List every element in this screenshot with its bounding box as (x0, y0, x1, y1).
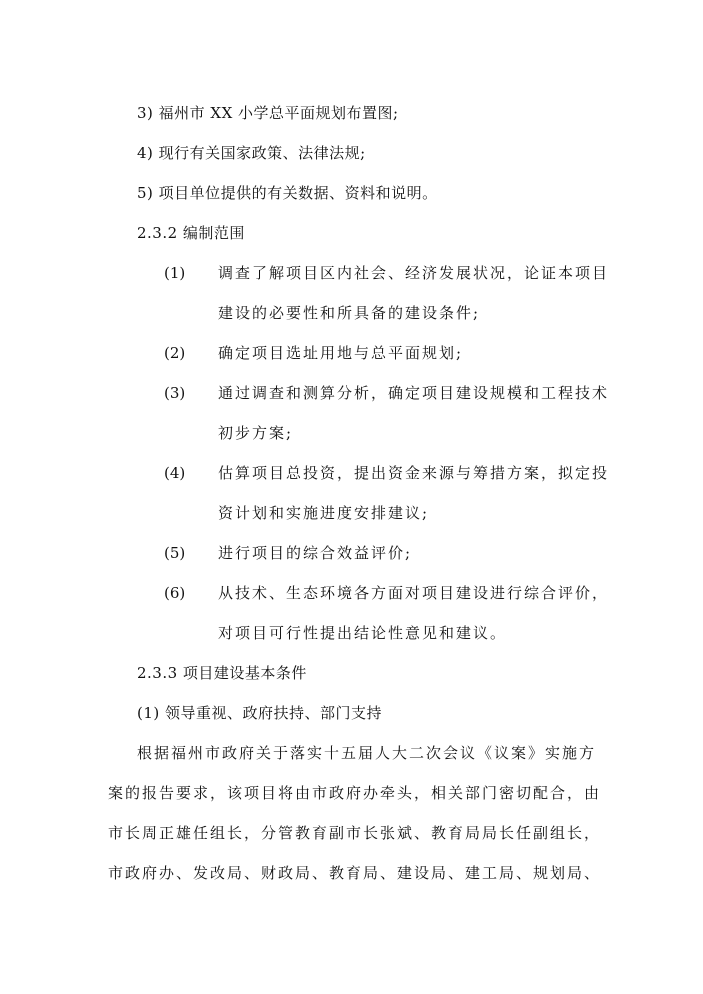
list-item-text: 估算项目总投资，提出资金来源与筹措方案，拟定投 (218, 464, 610, 482)
reference-item: 3) 福州市 XX 小学总平面规划布置图; (137, 104, 399, 122)
list-item-text: 调查了解项目区内社会、经济发展状况，论证本项目 (218, 264, 610, 282)
section-heading: 2.3.2 编制范围 (137, 224, 245, 242)
paragraph-line: 根据福州市政府关于落实十五届人大二次会议《议案》实施方 (137, 744, 597, 762)
reference-item: 5) 项目单位提供的有关数据、资料和说明。 (137, 184, 438, 202)
paragraph-line: 市政府办、发改局、财政局、教育局、建设局、建工局、规划局、 (108, 864, 602, 882)
list-item-text: 对项目可行性提出结论性意见和建议。 (218, 624, 508, 642)
list-item-text: 确定项目选址用地与总平面规划; (218, 344, 464, 362)
list-item-text: 建设的必要性和所具备的建设条件; (218, 304, 481, 322)
section-heading: 2.3.3 项目建设基本条件 (137, 664, 307, 682)
subsection-heading: (1) 领导重视、政府扶持、部门支持 (137, 704, 383, 722)
list-item-text: 初步方案; (218, 424, 294, 442)
list-item-text: 从技术、生态环境各方面对项目建设进行综合评价， (218, 584, 610, 602)
list-item-number: (1) (164, 264, 186, 282)
paragraph-line: 市长周正雄任组长，分管教育副市长张斌、教育局局长任副组长， (108, 824, 602, 842)
list-item-number: (2) (164, 344, 186, 362)
list-item-text: 进行项目的综合效益评价; (218, 544, 413, 562)
list-item-text: 通过调查和测算分析，确定项目建设规模和工程技术 (218, 384, 610, 402)
list-item-number: (3) (164, 384, 186, 402)
paragraph-line: 案的报告要求，该项目将由市政府办牵头，相关部门密切配合，由 (108, 784, 602, 802)
list-item-number: (5) (164, 544, 186, 562)
list-item-number: (4) (164, 464, 186, 482)
list-item-text: 资计划和实施进度安排建议; (218, 504, 430, 522)
list-item-number: (6) (164, 584, 186, 602)
reference-item: 4) 现行有关国家政策、法律法规; (137, 144, 366, 162)
